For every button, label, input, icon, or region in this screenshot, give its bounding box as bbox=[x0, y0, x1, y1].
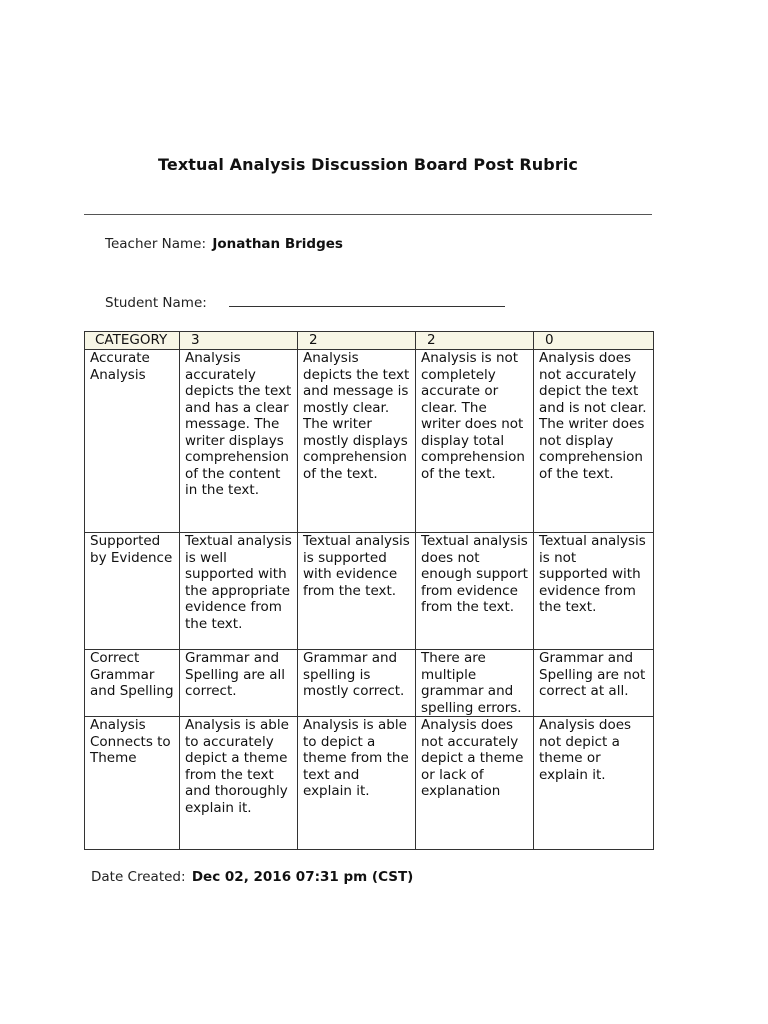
teacher-name-line bbox=[105, 236, 343, 252]
table-cell: Textual analysis does not enough support from evidence from the text. bbox=[416, 533, 534, 650]
header-score: 3 bbox=[180, 332, 298, 350]
table-cell: Analysis does not accurately depict the text and is not clear. The writer does not display comprehension of the text. bbox=[534, 350, 654, 533]
row-category: Supported by Evidence bbox=[85, 533, 180, 650]
rubric-table bbox=[84, 331, 654, 850]
header-row bbox=[85, 332, 654, 350]
table-cell: Analysis does not depict a theme or explain it. bbox=[534, 717, 654, 850]
table-cell: Textual analysis is supported with evidence from the text. bbox=[298, 533, 416, 650]
table-row bbox=[85, 350, 654, 533]
date-created-label: Date Created: bbox=[91, 869, 186, 885]
header-category: CATEGORY bbox=[85, 332, 180, 350]
table-row bbox=[85, 650, 654, 717]
table-cell: Grammar and Spelling are not correct at all. bbox=[534, 650, 654, 717]
student-name-line bbox=[105, 293, 505, 311]
divider bbox=[84, 214, 652, 215]
date-created-value: Dec 02, 2016 07:31 pm (CST) bbox=[191, 869, 414, 885]
table-cell: Analysis is not completely accurate or clear. The writer does not display total comprehension of the text. bbox=[416, 350, 534, 533]
table-cell: There are multiple grammar and spelling errors. bbox=[416, 650, 534, 717]
table-cell: Analysis is able to accurately depict a theme from the text and thoroughly explain it. bbox=[180, 717, 298, 850]
header-score: 0 bbox=[534, 332, 654, 350]
row-category: Analysis Connects to Theme bbox=[85, 717, 180, 850]
teacher-name-value: Jonathan Bridges bbox=[212, 236, 343, 252]
table-cell: Analysis depicts the text and message is mostly clear. The writer mostly displays comprehension of the text. bbox=[298, 350, 416, 533]
row-category: Correct Grammar and Spelling bbox=[85, 650, 180, 717]
table-row bbox=[85, 533, 654, 650]
row-category: Accurate Analysis bbox=[85, 350, 180, 533]
student-name-blank bbox=[229, 293, 505, 307]
page-title: Textual Analysis Discussion Board Post Rubric bbox=[158, 155, 578, 174]
table-cell: Textual analysis is not supported with evidence from the text. bbox=[534, 533, 654, 650]
header-score: 2 bbox=[416, 332, 534, 350]
header-score: 2 bbox=[298, 332, 416, 350]
table-cell: Analysis accurately depicts the text and has a clear message. The writer displays comprehension of the content in the text. bbox=[180, 350, 298, 533]
table-cell: Analysis does not accurately depict a theme or lack of explanation bbox=[416, 717, 534, 850]
teacher-name-label: Teacher Name: bbox=[105, 236, 207, 252]
student-name-label: Student Name: bbox=[105, 295, 207, 311]
table-cell: Analysis is able to depict a theme from the text and explain it. bbox=[298, 717, 416, 850]
date-created-line bbox=[91, 869, 413, 885]
table-cell: Grammar and Spelling are all correct. bbox=[180, 650, 298, 717]
table-row bbox=[85, 717, 654, 850]
table-cell: Textual analysis is well supported with the appropriate evidence from the text. bbox=[180, 533, 298, 650]
table-cell: Grammar and spelling is mostly correct. bbox=[298, 650, 416, 717]
